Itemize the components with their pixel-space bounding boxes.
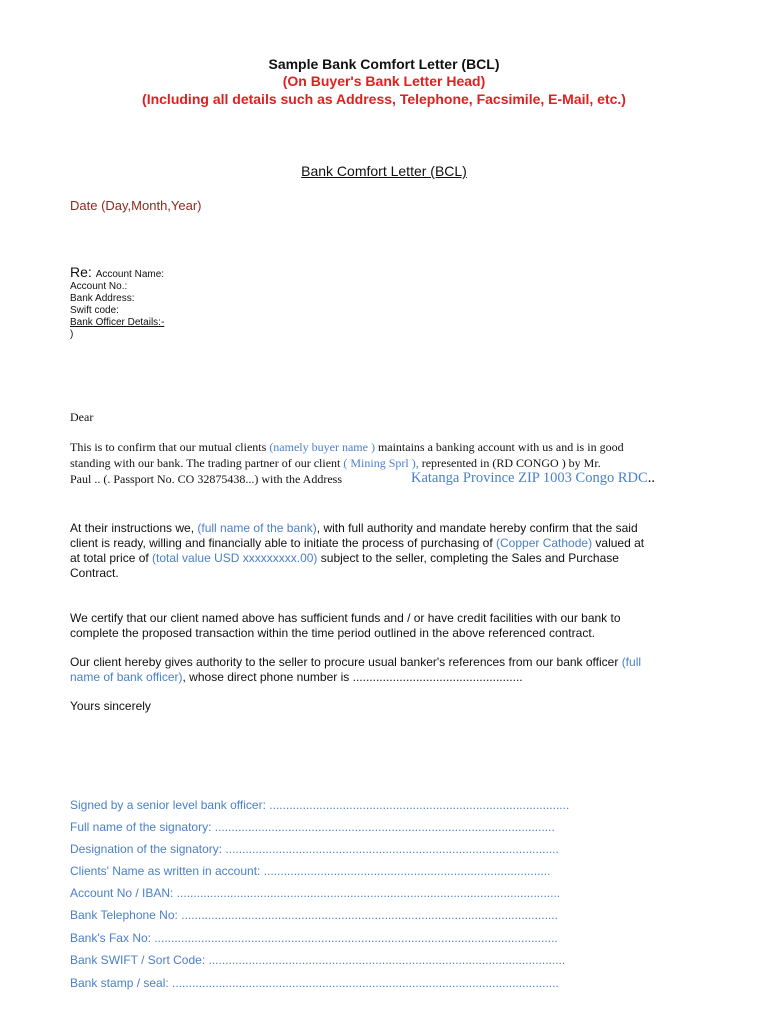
para1-text: maintains a banking account with us and is in good	[374, 440, 624, 454]
signature-field[interactable]: Bank stamp / seal: ....................................................................................................................	[70, 976, 559, 990]
para4-text: , whose direct phone number is ...................................................	[182, 670, 523, 684]
para2-line3	[70, 551, 619, 566]
document-title: Sample Bank Comfort Letter (BCL)	[268, 56, 500, 72]
para1-address	[411, 470, 655, 487]
officer-placeholder: name of bank officer)	[70, 670, 183, 684]
para2-text: valued at	[592, 536, 645, 550]
signature-field[interactable]: Account No / IBAN: ...................................................................................................................	[70, 886, 561, 900]
product-placeholder: (Copper Cathode)	[496, 536, 593, 550]
signature-field[interactable]: Clients' Name as written in account: ......................................................................................	[70, 864, 551, 878]
para2-line2	[70, 536, 644, 551]
para4-text: Our client hereby gives authority to the seller to procure usual banker's references from our bank officer	[70, 655, 622, 669]
para2-text: client is ready, willing and financially able to initiate the process of purchasing of	[70, 536, 497, 550]
account-name-label: Account Name:	[95, 269, 165, 280]
letter-title	[0, 163, 768, 179]
para1-line2	[70, 456, 601, 471]
para2-text: At their instructions we,	[70, 521, 198, 535]
date-line: Date (Day,Month,Year)	[70, 198, 202, 213]
para1-text: This is to confirm that our mutual clients	[70, 440, 270, 454]
para4-line1	[70, 655, 641, 670]
document-subtitle: (On Buyer's Bank Letter Head)	[282, 73, 486, 89]
swift-code-label: Swift code:	[70, 305, 119, 316]
para1-text: Paul .. (. Passport No. CO 32875438...) with the Address	[70, 472, 342, 486]
bank-address-label: Bank Address:	[70, 293, 135, 304]
para2-line4: Contract.	[70, 566, 119, 580]
para2-text: at total price of	[70, 551, 153, 565]
para1-text: standing with our bank. The trading partner of our client	[70, 456, 344, 470]
close-paren: )	[70, 329, 74, 340]
bank-name-placeholder: (full name of the bank)	[197, 521, 317, 535]
signature-field[interactable]: Bank SWIFT / Sort Code: ...........................................................................................................	[70, 953, 566, 967]
address-placeholder: Katanga Province ZIP 1003 Congo RDC	[411, 470, 648, 486]
para3-line1: We certify that our client named above has sufficient funds and / or have credit facilities with our bank to	[70, 611, 621, 625]
para2-line1	[70, 521, 638, 536]
para2-text: , with full authority and mandate hereby confirm that the said	[316, 521, 638, 535]
para3-line2: complete the proposed transaction within the time period outlined in the above referenced contract.	[70, 626, 595, 640]
signature-field[interactable]: Bank's Fax No: .........................................................................................................................	[70, 931, 558, 945]
re-prefix: Re:	[70, 264, 92, 280]
officer-details-label: Bank Officer Details:-	[70, 317, 165, 328]
signature-field[interactable]: Designation of the signatory: ....................................................................................................	[70, 842, 559, 856]
signature-field[interactable]: Full name of the signatory: ......................................................................................................	[70, 820, 555, 834]
para1-line1	[70, 440, 624, 455]
signature-field[interactable]: Signed by a senior level bank officer: ..........................................................................................	[70, 798, 570, 812]
re-line	[70, 264, 164, 280]
para4-line2	[70, 670, 523, 685]
closing: Yours sincerely	[70, 699, 151, 713]
account-no-label: Account No.:	[70, 281, 128, 292]
officer-placeholder: (full	[621, 655, 642, 669]
para2-text: subject to the seller, completing the Sales and Purchase	[317, 551, 619, 565]
para1-line3	[70, 472, 342, 487]
letter-title-text: Bank Comfort Letter (BCL)	[301, 163, 467, 179]
para1-text: ..	[647, 470, 655, 486]
signature-field[interactable]: Bank Telephone No: .................................................................................................................	[70, 908, 558, 922]
value-placeholder: (total value USD xxxxxxxxx.00)	[152, 551, 318, 565]
buyer-name-placeholder: (namely buyer name )	[269, 440, 375, 454]
document-note: (Including all details such as Address, Telephone, Facsimile, E-Mail, etc.)	[142, 91, 626, 107]
para1-text: represented in (RD CONGO ) by Mr.	[418, 456, 601, 470]
salutation: Dear	[70, 410, 94, 424]
partner-name-placeholder: ( Mining Sprl ),	[343, 456, 419, 470]
